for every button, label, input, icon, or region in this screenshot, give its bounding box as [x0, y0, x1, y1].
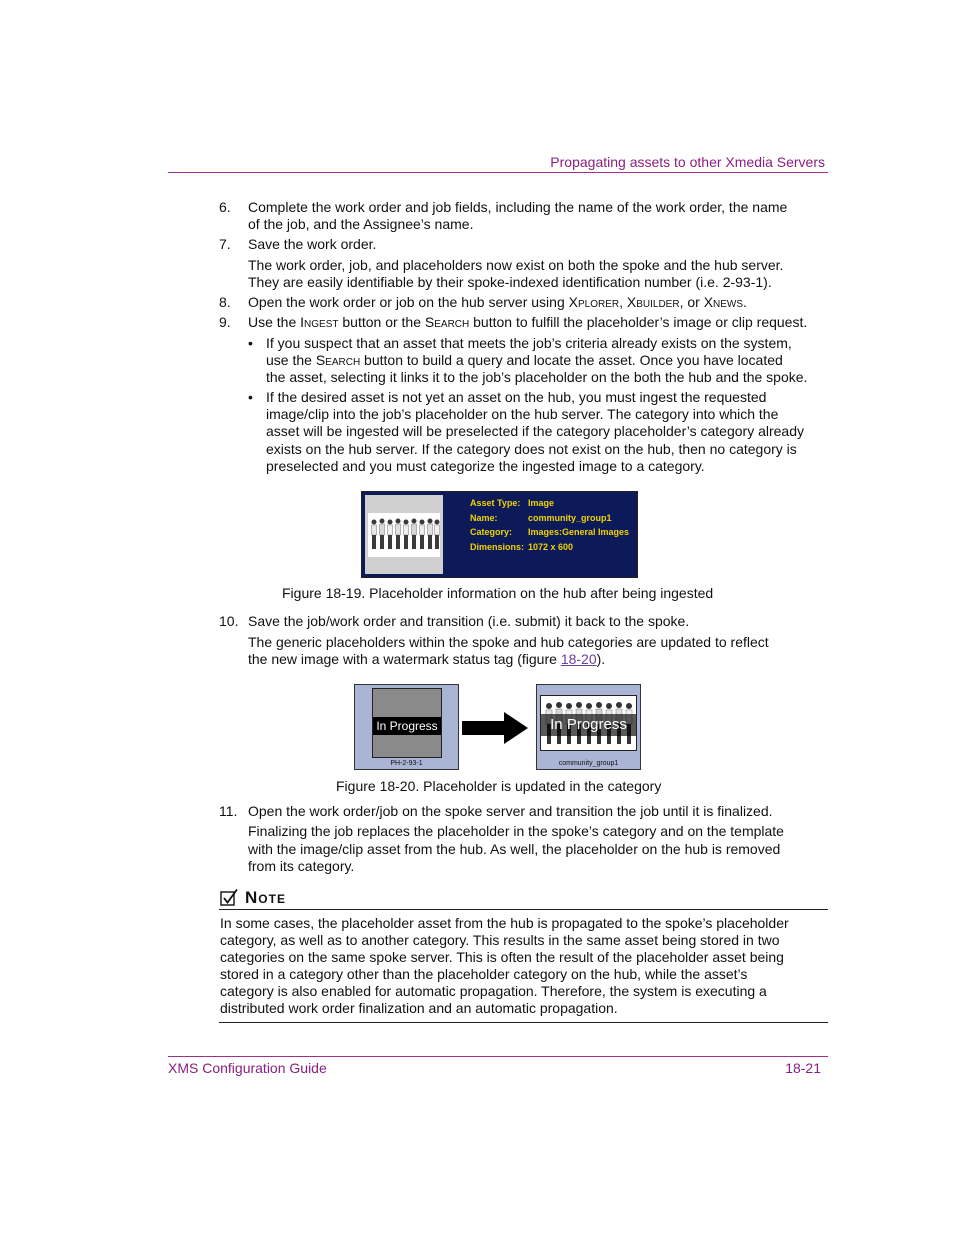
figure-18-20-link[interactable]: 18-20	[560, 651, 597, 667]
meta-key: Name:	[470, 512, 498, 523]
meta-row-type	[470, 496, 629, 511]
note-line-3: categories on the same spoke server. This is often the result of the placeholder asset being	[220, 949, 784, 965]
step-11-number: 11.	[219, 803, 238, 819]
step-10-p2-pre: the new image with a watermark status tag (figure	[248, 651, 561, 667]
bullet-1-l2-post: button to build a query and locate the asset. Once you have located	[360, 352, 783, 368]
step-10-number: 10.	[219, 613, 239, 629]
asset-metadata	[470, 496, 629, 554]
step-6-line-1: Complete the work order and job fields, including the name of the work order, the name	[248, 199, 788, 215]
placeholder-info-figure	[361, 491, 638, 578]
group-photo-image	[368, 513, 440, 557]
bullet-2-line-4: exists on the hub server. If the category does not exist on the hub, then no category is	[266, 441, 797, 457]
bullet-1-line-1: If you suspect that an asset that meets the job’s criteria already exists on the system,	[266, 335, 792, 351]
step-11-para-3: from its category.	[248, 858, 355, 874]
step-8-pre: Open the work order or job on the hub server using	[248, 294, 569, 310]
in-progress-tag: In Progress	[373, 717, 441, 735]
note-line-5: category is also enabled for automatic propagation. Therefore, the system is executing a	[220, 983, 767, 999]
footer-page-number: 18-21	[785, 1060, 821, 1076]
meta-value: 1072 x 600	[528, 541, 574, 552]
meta-value: Images:General Images	[528, 527, 630, 537]
step-11-para-1: Finalizing the job replaces the placeholder in the spoke’s category and on the template	[248, 823, 784, 839]
meta-row-name	[470, 511, 629, 526]
meta-key: Dimensions:	[470, 541, 525, 552]
search-term-2: Search	[315, 352, 361, 368]
step-9-number: 9.	[219, 314, 231, 330]
bullet-1-line-3: the asset, selecting it links it to the job’s placeholder on the both the hub and the spoke.	[266, 369, 808, 385]
checkbox-check-icon	[220, 888, 240, 908]
figure-18-20-caption: Figure 18-20. Placeholder is updated in the category	[336, 778, 662, 794]
meta-row-category	[470, 525, 629, 540]
step-6-number: 6.	[219, 199, 231, 215]
people-illustration	[368, 513, 440, 557]
step-8-sep-2: , or	[679, 294, 704, 310]
header-rule	[168, 172, 828, 173]
meta-key: Asset Type:	[470, 498, 521, 508]
step-9-mid: button or the	[338, 314, 425, 330]
meta-value: Image	[528, 498, 555, 508]
step-10-para-1: The generic placeholders within the spoke and hub categories are updated to reflect	[248, 634, 769, 650]
running-header: Propagating assets to other Xmedia Servers	[550, 154, 825, 170]
bullet-2-mark: •	[248, 389, 253, 405]
step-7-para-1: The work order, job, and placeholders now exist on both the spoke and the hub server.	[248, 257, 784, 273]
step-7-para-2: They are easily identifiable by their spoke-indexed identification number (i.e. 2-93-1).	[248, 274, 772, 290]
step-9-post: button to fulfill the placeholder’s image or clip request.	[469, 314, 808, 330]
tile-caption: PH-2-93-1	[390, 760, 423, 767]
meta-key: Category:	[470, 527, 513, 537]
step-6-line-2: of the job, and the Assignee’s name.	[248, 216, 474, 232]
bullet-1-l2-pre: use the	[266, 352, 316, 368]
step-11-para-2: with the image/clip asset from the hub. As well, the placeholder on the hub is removed	[248, 841, 781, 857]
step-7-line-1: Save the work order.	[248, 236, 377, 252]
bullet-2-line-1: If the desired asset is not yet an asset on the hub, you must ingest the requested	[266, 389, 767, 405]
bullet-2-line-3: asset will be ingested will be preselected if the category placeholder’s category already	[266, 423, 805, 439]
meta-value: community_group1	[528, 512, 612, 523]
placeholder-frame	[372, 688, 442, 758]
note-line-1: In some cases, the placeholder asset from the hub is propagated to the spoke’s placeholder	[220, 915, 789, 931]
note-line-2: category, as well as to another category. This results in the same asset being stored in two	[220, 932, 780, 948]
ingest-term: Ingest	[300, 314, 339, 330]
bullet-2-line-5: preselected and you must categorize the ingested image to a category.	[266, 458, 705, 474]
placeholder-tile-after	[536, 684, 641, 770]
xnews-term: Xnews	[703, 294, 744, 310]
arrow-right-icon	[462, 712, 530, 744]
asset-thumbnail	[365, 495, 443, 574]
note-line-4: stored in a category other than the placeholder category on the hub, while the asset’s	[220, 966, 748, 982]
figure-18-19-caption: Figure 18-19. Placeholder information on the hub after being ingested	[282, 585, 714, 601]
note-title: Note	[245, 888, 286, 907]
bullet-2-line-2: image/clip into the job’s placeholder on the hub server. The category into which the	[266, 406, 779, 422]
step-8-sep-1: ,	[619, 294, 627, 310]
note-bottom-rule	[219, 1022, 828, 1023]
footer-guide-title: XMS Configuration Guide	[168, 1060, 327, 1076]
step-10-line-1: Save the job/work order and transition (i.e. submit) it back to the spoke.	[248, 613, 690, 629]
tile-caption: community_group1	[558, 760, 619, 767]
footer-rule	[168, 1056, 828, 1057]
step-8-number: 8.	[219, 294, 231, 310]
step-7-number: 7.	[219, 236, 231, 252]
step-9-line	[248, 314, 807, 331]
search-term: Search	[424, 314, 470, 330]
note-line-6: distributed work order finalization and an automatic propagation.	[220, 1000, 618, 1016]
bullet-1-mark: •	[248, 335, 253, 351]
step-10-p2-post: ).	[596, 651, 606, 667]
step-11-line-1: Open the work order/job on the spoke server and transition the job until it is finalized.	[248, 803, 773, 819]
step-8-line	[248, 294, 747, 311]
meta-row-dimensions	[470, 540, 629, 555]
note-top-rule	[219, 909, 828, 910]
step-10-para-2	[248, 651, 605, 668]
xbuilder-term: Xbuilder	[626, 294, 680, 310]
xplorer-term: Xplorer	[568, 294, 620, 310]
placeholder-tile-before	[354, 684, 459, 770]
in-progress-watermark: In Progress	[541, 714, 636, 736]
step-8-end: .	[743, 294, 747, 310]
updated-image-frame	[540, 695, 637, 751]
step-9-pre: Use the	[248, 314, 301, 330]
bullet-1-line-2	[266, 352, 783, 369]
